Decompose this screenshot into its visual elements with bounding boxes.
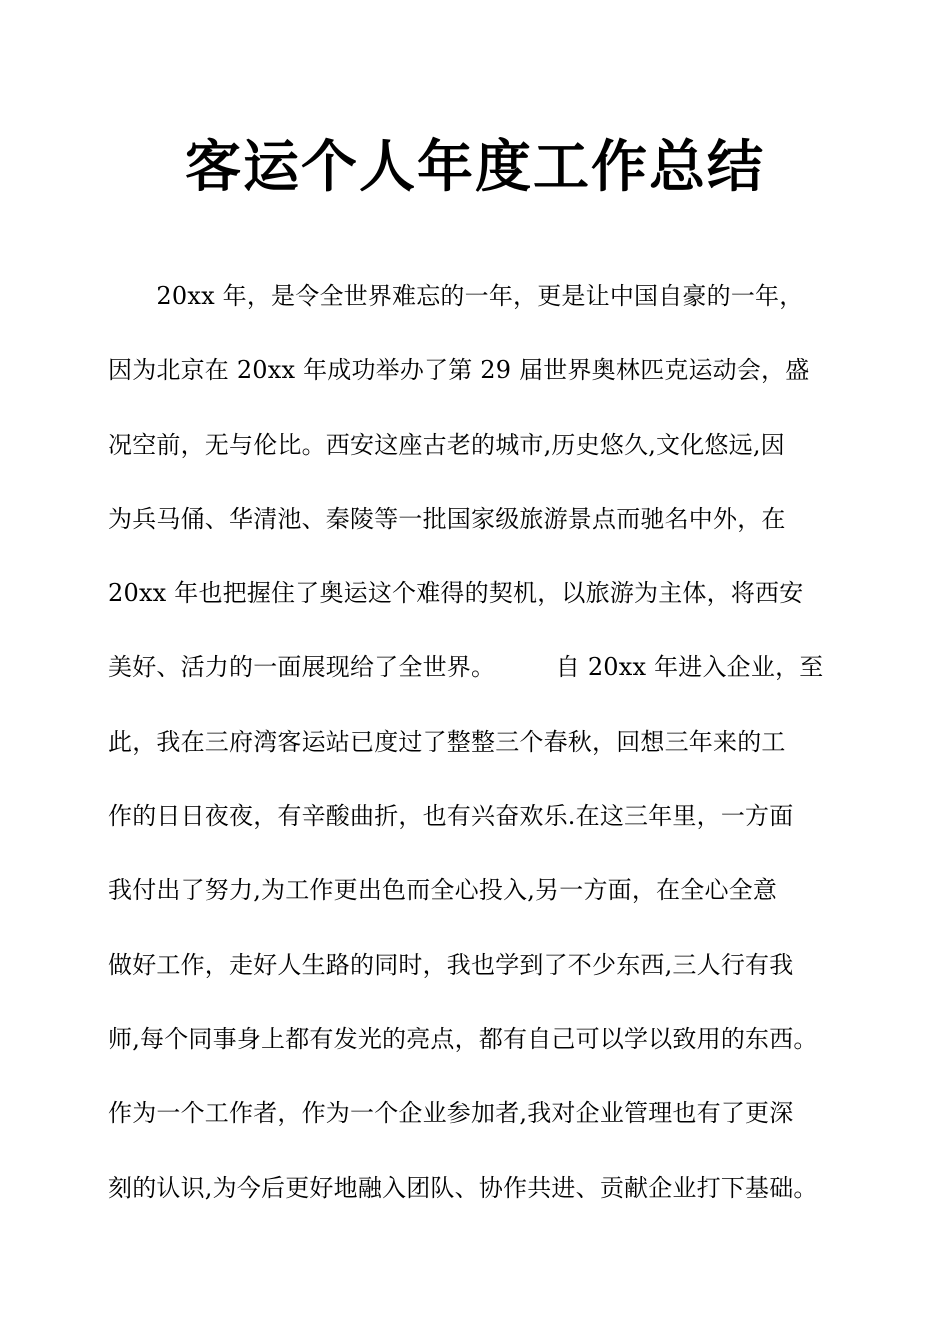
text-line: 我付出了努力,为工作更出色而全心投入,另一方面，在全心全意 xyxy=(108,876,778,905)
text-line: 为兵马俑、华清池、秦陵等一批国家级旅游景点而驰名中外，在 xyxy=(108,504,786,533)
text-line: 作为一个工作者，作为一个企业参加者,我对企业管理也有了更深 xyxy=(108,1099,794,1128)
text-line: 况空前，无与伦比。西安这座古老的城市,历史悠久,文化悠远,因 xyxy=(108,430,785,459)
text-line: 师,每个同事身上都有发光的亮点，都有自己可以学以致用的东西。 xyxy=(108,1024,818,1053)
document-body xyxy=(108,270,868,1236)
text-line: 此，我在三府湾客运站已度过了整整三个春秋，回想三年来的工 xyxy=(108,727,786,756)
text-line: 做好工作，走好人生路的同时，我也学到了不少东西,三人行有我 xyxy=(108,950,794,979)
text-line: 作的日日夜夜，有辛酸曲折，也有兴奋欢乐.在这三年里，一方面 xyxy=(108,802,794,831)
text-line: 20xx 年，是令全世界难忘的一年，更是让中国自豪的一年， xyxy=(108,282,804,310)
text-line: 因为北京在 20xx 年成功举办了第 29 届世界奥林匹克运动会，盛 xyxy=(108,356,810,385)
document-title: 客运个人年度工作总结 xyxy=(185,135,765,200)
text-line: 美好、活力的一面展现给了全世界。 自 20xx 年进入企业，至 xyxy=(108,653,824,682)
text-line: 刻的认识,为今后更好地融入团队、协作共进、贡献企业打下基础。 xyxy=(108,1173,818,1202)
text-line: 20xx 年也把握住了奥运这个难得的契机，以旅游为主体，将西安 xyxy=(108,579,804,608)
